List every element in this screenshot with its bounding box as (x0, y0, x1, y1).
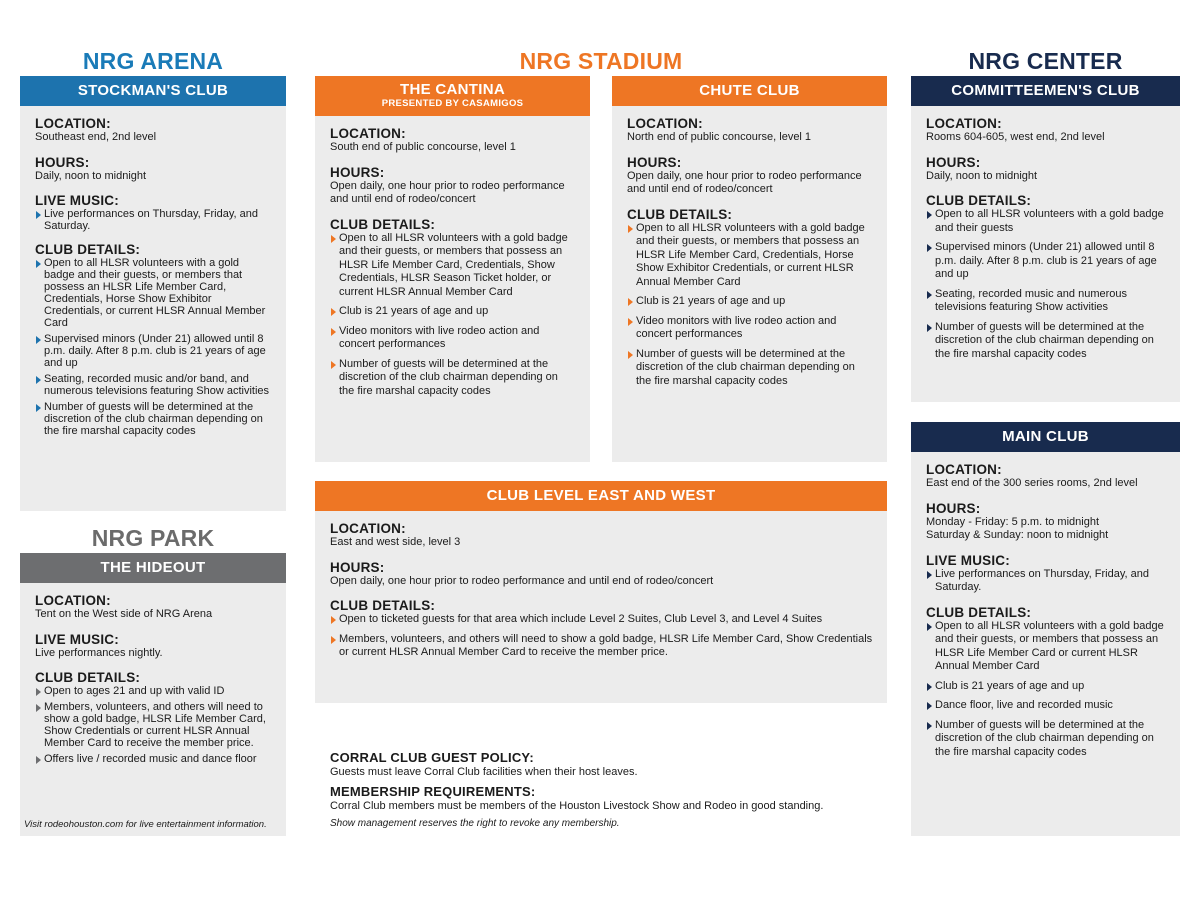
location-label: LOCATION: (627, 116, 703, 131)
hours-label: HOURS: (926, 154, 981, 170)
hours-label: HOURS: (627, 154, 682, 170)
club-level-card (315, 481, 887, 703)
club-details-label: CLUB DETAILS: (330, 598, 436, 613)
list-item: Club is 21 years of age and up (926, 680, 1166, 694)
committeemens-location: Rooms 604-605, west end, 2nd level (926, 131, 1105, 143)
stockmans-club-card (20, 76, 286, 511)
committeemens-club-title: COMMITTEEMEN'S CLUB (911, 76, 1180, 106)
list-item: Open to all HLSR volunteers with a gold badge and their guests, or members that possess an HLSR Life Member Card, Credentials, Horse Show Exhibitor Credentials, or current HLSR Annual Member Card (627, 222, 873, 290)
club-details-label: CLUB DETAILS: (330, 216, 436, 232)
location-label: LOCATION: (330, 521, 406, 536)
location-label: LOCATION: (330, 126, 406, 141)
cantina-title (315, 76, 590, 116)
location-label: LOCATION: (35, 116, 111, 131)
membership-heading: MEMBERSHIP REQUIREMENTS: (330, 784, 536, 799)
list-item: Number of guests will be determined at the discretion of the club chairman depending on the fire marshal capacity codes (35, 401, 272, 437)
list-item: Supervised minors (Under 21) allowed until 8 p.m. daily. After 8 p.m. club is 21 years of age and up (35, 333, 272, 369)
venue-heading-arena: NRG ARENA (82, 48, 224, 74)
list-item: Open to ticketed guests for that area which include Level 2 Suites, Club Level 3, and Level 4 Suites (330, 613, 873, 627)
venue-heading-stadium: NRG STADIUM (519, 48, 683, 74)
stockmans-club-title: STOCKMAN'S CLUB (20, 76, 286, 106)
committeemens-hours: Daily, noon to midnight (926, 169, 1038, 182)
chute-details-list (627, 222, 873, 389)
hideout-title: THE HIDEOUT (20, 553, 286, 583)
list-item: Club is 21 years of age and up (627, 295, 873, 309)
list-item: Video monitors with live rodeo action and concert performances (627, 315, 873, 342)
list-item: Live performances on Thursday, Friday, and Saturday. (926, 568, 1166, 595)
hideout-location: Tent on the West side of NRG Arena (35, 608, 213, 620)
hideout-details-list (35, 685, 272, 765)
chute-club-card (612, 76, 887, 462)
cantina-subtitle: PRESENTED BY CASAMIGOS (381, 98, 524, 109)
club-details-label: CLUB DETAILS: (926, 193, 1032, 208)
list-item: Video monitors with live rodeo action and concert performances (330, 325, 576, 352)
venue-heading-park: NRG PARK (91, 525, 215, 551)
main-club-card (911, 422, 1180, 836)
list-item: Members, volunteers, and others will need to show a gold badge, HLSR Life Member Card, Show Credentials or current HLSR Annual Member Card to receive the member price. (330, 633, 873, 660)
committeemens-club-card (911, 76, 1180, 402)
entertainment-footnote: Visit rodeohouston.com for live entertainment information. (24, 819, 267, 830)
list-item: Open to all HLSR volunteers with a gold badge and their guests (926, 208, 1166, 235)
live-music-label: LIVE MUSIC: (35, 631, 119, 647)
club-details-label: CLUB DETAILS: (35, 242, 141, 257)
hours-label: HOURS: (35, 154, 90, 170)
stockmans-hours: Daily, noon to midnight (35, 169, 147, 182)
location-label: LOCATION: (926, 116, 1002, 131)
chute-club-title: CHUTE CLUB (612, 76, 887, 106)
live-music-label: LIVE MUSIC: (926, 552, 1010, 568)
guest-policy-heading: CORRAL CLUB GUEST POLICY: (330, 750, 534, 765)
club-details-label: CLUB DETAILS: (627, 206, 733, 222)
stockmans-live-music-list (35, 208, 272, 232)
club-level-location: East and west side, level 3 (330, 536, 461, 548)
hideout-card (20, 553, 286, 836)
club-level-title: CLUB LEVEL EAST AND WEST (315, 481, 887, 511)
hours-label: HOURS: (330, 164, 385, 180)
membership-text: Corral Club members must be members of the Houston Livestock Show and Rodeo in good standing. (330, 800, 824, 812)
list-item: Supervised minors (Under 21) allowed until 8 p.m. daily. After 8 p.m. club is 21 years of age and up (926, 241, 1166, 282)
list-item: Number of guests will be determined at the discretion of the club chairman depending on the fire marshal capacity codes (926, 321, 1166, 362)
cantina-location: South end of public concourse, level 1 (330, 141, 516, 153)
club-details-label: CLUB DETAILS: (926, 604, 1032, 620)
main-live-music-list (926, 568, 1166, 595)
list-item: Number of guests will be determined at the discretion of the club chairman depending on the fire marshal capacity codes (926, 719, 1166, 760)
chute-location: North end of public concourse, level 1 (627, 131, 812, 143)
hideout-live-music: Live performances nightly. (35, 646, 163, 659)
list-item: Open to ages 21 and up with valid ID (35, 685, 272, 697)
list-item: Seating, recorded music and/or band, and numerous televisions featuring Show activities (35, 373, 272, 397)
stockmans-details-list (35, 257, 272, 437)
cantina-details-list (330, 232, 576, 399)
membership-disclaimer: Show management reserves the right to revoke any membership. (330, 818, 620, 829)
live-music-label: LIVE MUSIC: (35, 193, 119, 208)
list-item: Number of guests will be determined at the discretion of the club chairman depending on the fire marshal capacity codes (627, 348, 873, 389)
club-details-label: CLUB DETAILS: (35, 670, 141, 685)
cantina-card (315, 76, 590, 462)
main-hours-weekend: Saturday & Sunday: noon to midnight (926, 529, 1109, 541)
list-item: Number of guests will be determined at the discretion of the club chairman depending on the fire marshal capacity codes (330, 358, 576, 399)
main-location: East end of the 300 series rooms, 2nd level (926, 477, 1138, 489)
hours-label: HOURS: (926, 500, 981, 516)
hours-label: HOURS: (330, 559, 385, 575)
guest-policy-text: Guests must leave Corral Club facilities when their host leaves. (330, 766, 638, 778)
list-item: Open to all HLSR volunteers with a gold badge and their guests, or members that possess an HLSR Life Member Card, Credentials, Show Credentials, HLSR Season Ticket holder, or current HLSR Annual Member Card (330, 232, 576, 300)
list-item: Offers live / recorded music and dance floor (35, 753, 272, 765)
list-item: Open to all HLSR volunteers with a gold badge and their guests, or members that possess an HLSR Life Member Card, Credentials, Horse Show Exhibitor Credentials, or current HLSR Annual Member Card (35, 257, 272, 329)
list-item: Members, volunteers, and others will need to show a gold badge, HLSR Life Member Card, Show Credentials or current HLSR Annual Member Card to receive the member price. (35, 701, 272, 749)
main-details-list (926, 620, 1166, 760)
committeemens-details-list (926, 208, 1166, 361)
list-item: Seating, recorded music and numerous televisions featuring Show activities (926, 288, 1166, 315)
location-label: LOCATION: (926, 462, 1002, 477)
policy-section (330, 750, 890, 831)
cantina-hours: Open daily, one hour prior to rodeo performance and until end of rodeo/concert (330, 179, 565, 205)
club-level-hours: Open daily, one hour prior to rodeo performance and until end of rodeo/concert (330, 574, 714, 587)
list-item: Dance floor, live and recorded music (926, 699, 1166, 713)
list-item: Open to all HLSR volunteers with a gold badge and their guests, or members that possess an HLSR Life Member Card or current HLSR Annual Member Card (926, 620, 1166, 674)
stockmans-location: Southeast end, 2nd level (35, 131, 157, 143)
main-club-title: MAIN CLUB (911, 422, 1180, 452)
venue-heading-center: NRG CENTER (968, 48, 1123, 74)
list-item: Live performances on Thursday, Friday, and Saturday. (35, 208, 272, 232)
club-level-details-list (330, 613, 873, 660)
cantina-title-text: THE CANTINA (400, 81, 505, 98)
location-label: LOCATION: (35, 593, 111, 608)
list-item: Club is 21 years of age and up (330, 305, 576, 319)
chute-hours: Open daily, one hour prior to rodeo performance and until end of rodeo/concert (627, 169, 862, 195)
main-hours-weekday: Monday - Friday: 5 p.m. to midnight (926, 515, 1100, 528)
